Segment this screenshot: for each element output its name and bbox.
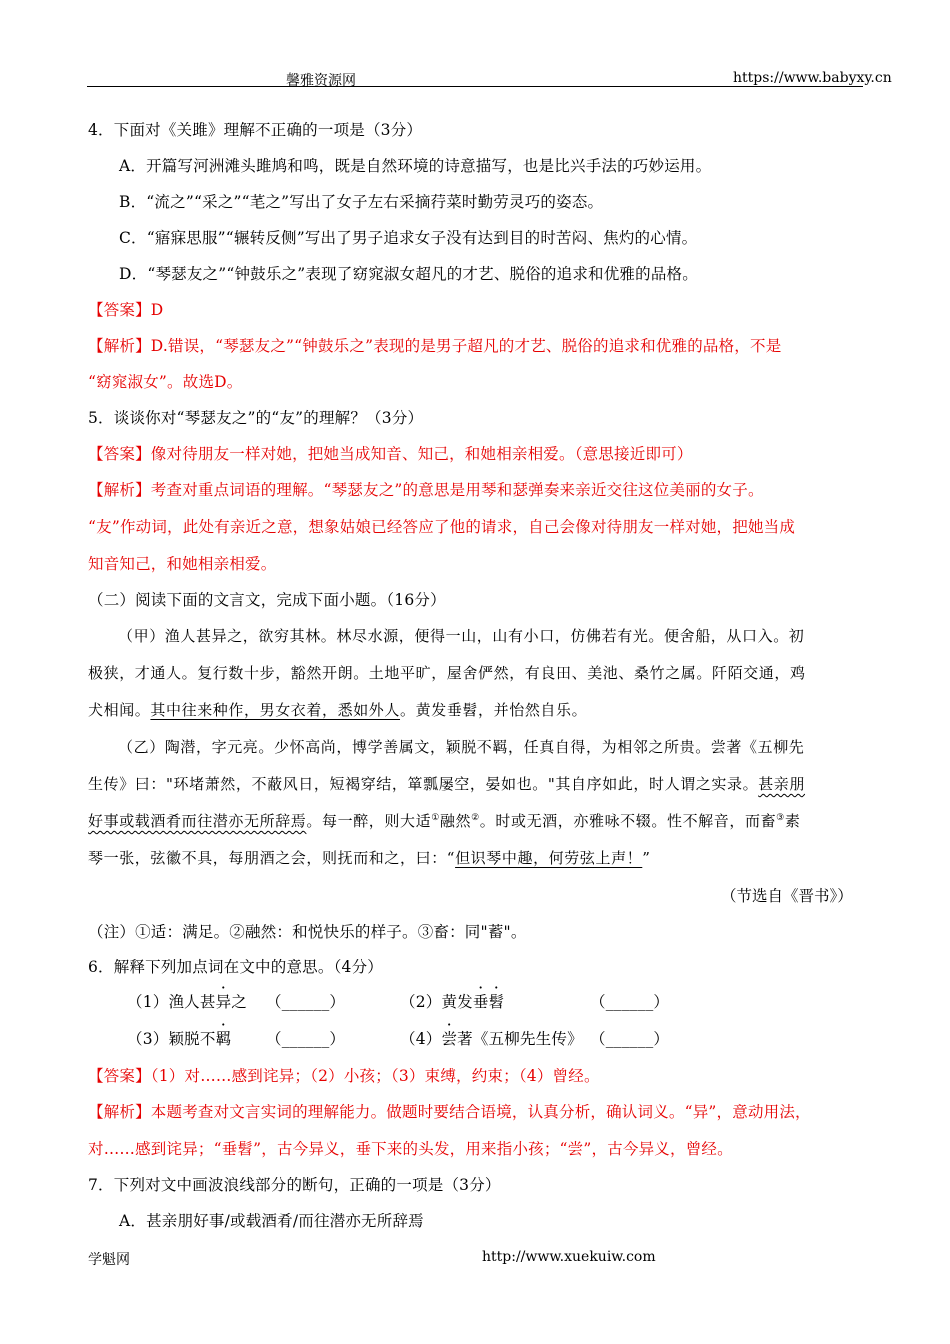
header-divider (87, 86, 863, 87)
passage-yi-text: 生传》曰："环堵萧然，不蔽风日，短褐穿结，箪瓢屡空，晏如也。"其自序如此，时人谓之实录。 (88, 775, 759, 793)
q4-analysis-line2: “窈窕淑女”。故选D。 (88, 373, 243, 391)
passage-yi-underlined: 但识琴中趣，何劳弦上声！ (455, 849, 643, 867)
q6-item1-blank[interactable]: （______） (266, 993, 346, 1011)
q6-item1 (127, 990, 247, 1012)
q4-option-c: C．“寤寐思服”“辗转反侧”写出了男子追求女子没有达到目的时苦闷、焦灼的心情。 (119, 229, 698, 247)
q4-option-b: B．“流之”“采之”“芼之”写出了女子左右采摘荇菜时勤劳灵巧的姿态。 (119, 193, 604, 211)
q6-item3-dotted: 羁 (215, 1030, 232, 1048)
q6-analysis-line2: 对……感到诧异；“垂髫”，古今异义，垂下来的头发，用来指小孩；“尝”，古今异义，曾经。 (88, 1140, 733, 1158)
q6-analysis-line1: 【解析】本题考查对文言实词的理解能力。做题时要结合语境，认真分析，确认词义。“异”，意动用法， (88, 1103, 811, 1121)
q6-item3-text: （3）颖脱不 (127, 1030, 216, 1048)
passage-jia-text: 犬相闻。 (88, 701, 151, 719)
passage-yi-line2 (88, 773, 805, 794)
q5-analysis-line3: 知音知己，和她相亲相爱。 (88, 555, 277, 573)
note-marker-3: ③ (776, 813, 785, 823)
q6-item3-blank[interactable]: （______） (266, 1030, 346, 1048)
passage-jia-underlined: 其中往来种作，男女衣着，悉如外人 (150, 701, 401, 719)
q6-item1-text: 之 (231, 993, 247, 1011)
q7-option-a: A．甚亲朋好事/或载酒肴/而往潜亦无所辞焉 (119, 1212, 424, 1230)
footer-url[interactable]: http://www.xuekuiw.com (482, 1249, 656, 1265)
q6-answer: 【答案】（1）对……感到诧异；（2）小孩；（3）束缚，约束；（4）曾经。 (88, 1067, 600, 1085)
q6-stem: 6．解释下列加点词在文中的意思。（4分） (88, 958, 383, 976)
note-marker-2: ② (471, 813, 480, 823)
q6-item4-blank[interactable]: （______） (590, 1030, 670, 1048)
q7-stem: 7．下列对文中画波浪线部分的断句，正确的一项是（3分） (88, 1176, 501, 1194)
q6-item4-dotted: 尝 (441, 1030, 458, 1048)
passage-jia-text: 。黄发垂髫，并怡然自乐。 (400, 701, 588, 719)
q6-item2-text: （2）黄发 (400, 993, 473, 1011)
passage-jia-line3 (88, 699, 587, 720)
q6-item1-text: （1）渔人甚 (127, 993, 216, 1011)
passage-yi-text: 。每一醉，则大适 (306, 812, 432, 830)
q4-analysis-line1: 【解析】D.错误，“琴瑟友之”“钟鼓乐之”表现的是男子超凡的才艺、脱俗的追求和优雅的品格，不是 (88, 337, 782, 355)
q6-item2-blank[interactable]: （______） (590, 993, 670, 1011)
header-site-url[interactable]: https://www.babyxy.cn (733, 70, 892, 86)
passage-jia-line1: （甲）渔人甚异之，欲穷其林。林尽水源，便得一山，山有小口，仿佛若有光。便舍船，从口入。初 (118, 627, 805, 645)
q4-option-a: A．开篇写河洲滩头雎鸠和鸣，既是自然环境的诗意描写，也是比兴手法的巧妙运用。 (119, 157, 712, 175)
passage-yi-wavy: 甚亲朋 (758, 775, 806, 793)
q5-stem: 5．谈谈你对“琴瑟友之”的“友”的理解？（3分） (88, 409, 424, 427)
footer-left: 学魁网 (88, 1252, 130, 1268)
q6-item2-dotted: 垂 (472, 993, 489, 1011)
q4-option-d: D．“琴瑟友之”“钟鼓乐之”表现了窈窕淑女超凡的才艺、脱俗的追求和优雅的品格。 (119, 265, 698, 283)
passage-yi-line1: （乙）陶潜，字元亮。少怀高尚，博学善属文，颖脱不羁，任真自得，为相邻之所贵。尝著《五柳先 (118, 738, 805, 756)
passage-yi-line3 (88, 810, 800, 831)
passage-source: （节选自《晋书》） (721, 887, 853, 905)
q4-stem: 4．下面对《关雎》理解不正确的一项是（3分） (88, 121, 423, 139)
passage-yi-text: 素 (784, 812, 801, 830)
q6-item2-dotted: 髫 (488, 993, 505, 1011)
passage-yi-wavy: 好事或载酒肴而往潜亦无所辞焉 (88, 812, 307, 830)
q6-item4-text: （4） (400, 1030, 442, 1048)
passage-yi-text: ” (642, 849, 651, 867)
q5-analysis-line1: 【解析】考查对重点词语的理解。“琴瑟友之”的意思是用琴和瑟弹奏来亲近交往这位美丽的女子。 (88, 481, 764, 499)
passage-yi-text: 。时或无酒，亦雅咏不辍。性不解音，而畜 (479, 812, 777, 830)
q6-item4 (400, 1027, 583, 1049)
q6-item4-text: 著《五柳先生传》 (457, 1030, 583, 1048)
section2-intro: （二）阅读下面的文言文，完成下面小题。（16分） (88, 591, 446, 609)
passage-yi-line4 (88, 847, 651, 868)
header-site-name: 馨雅资源网 (286, 73, 356, 89)
passage-yi-text: 琴一张，弦徽不具，每朋酒之会，则抚而和之，曰：“ (88, 849, 456, 867)
passage-jia-line2: 极狭，才通人。复行数十步，豁然开朗。土地平旷，屋舍俨然，有良田、美池、桑竹之属。阡陌交通，鸡 (88, 664, 806, 682)
q6-item3 (127, 1027, 231, 1049)
q5-analysis-line2: “友”作动词，此处有亲近之意，想象姑娘已经答应了他的请求，自己会像对待朋友一样对她，把她当成 (88, 518, 796, 536)
q6-item2 (400, 990, 504, 1012)
q5-answer: 【答案】像对待朋友一样对她，把她当成知音、知己，和她相亲相爱。（意思接近即可） (88, 445, 693, 463)
passage-notes: （注）①适：满足。②融然：和悦快乐的样子。③畜：同"蓄"。 (88, 923, 527, 941)
q6-item1-dotted: 异 (215, 993, 232, 1011)
passage-yi-text: 融然 (439, 812, 472, 830)
q4-answer: 【答案】D (88, 301, 164, 319)
note-marker-1: ① (431, 813, 440, 823)
